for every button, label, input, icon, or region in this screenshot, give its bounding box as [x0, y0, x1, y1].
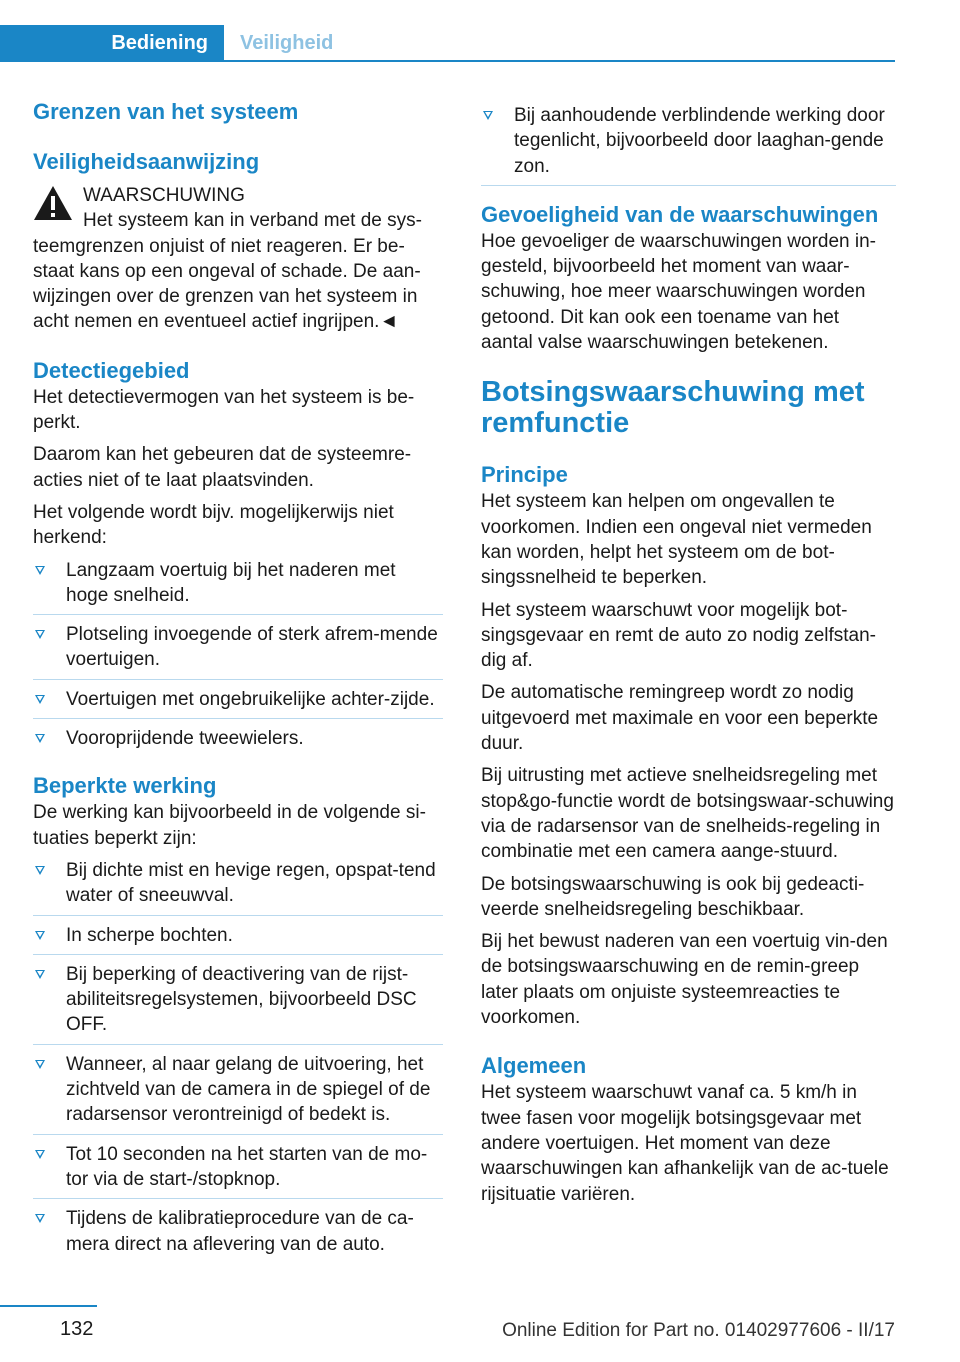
principle-paragraph-2: Het systeem waarschuwt voor mogelijk bot-singsgevaar en remt de auto zo nodig zelfstan-dig af.: [481, 599, 877, 672]
principle-paragraph-4: Bij uitrusting met actieve snelheidsregeling met stop&go-functie wordt de botsingswaar-schuwing via de radarsensor van de snelheids-regeling in combinatie met een camera aange-stuurd.: [481, 765, 894, 863]
list-item: Tot 10 seconden na het starten van de mo-tor via de start-/stopknop.: [33, 1142, 443, 1200]
sensitivity-paragraph: Hoe gevoeliger de waarschuwingen worden in-gesteld, bijvoorbeeld het moment van waar-schuwing, hoe meer waarschuwingen worden getoond. Dit kan ook een toename van het aantal valse waarschuwingen betekenen.: [481, 230, 877, 354]
triangle-bullet-icon: [35, 695, 45, 704]
list-item: Tijdens de kalibratieprocedure van de ca-mera direct na aflevering van de auto.: [33, 1206, 443, 1263]
triangle-bullet-icon: [35, 1214, 45, 1223]
header-bar: [0, 0, 960, 62]
triangle-bullet-icon: [35, 734, 45, 743]
limited-list: [33, 858, 443, 1263]
triangle-bullet-icon: [35, 1150, 45, 1159]
right-column: [481, 103, 896, 1207]
triangle-bullet-icon: [35, 970, 45, 979]
triangle-bullet-icon: [35, 566, 45, 575]
general-paragraph: Het systeem waarschuwt vanaf ca. 5 km/h in twee fasen voor mogelijk botsingsgevaar met andere voertuigen. Het moment van deze waarschuwingen kan afhankelijk van de ac-tuele rijsituatie variëren.: [481, 1082, 889, 1205]
list-item: Vooroprijdende tweewielers.: [33, 726, 443, 757]
triangle-bullet-icon: [35, 931, 45, 940]
warning-triangle-icon: [33, 185, 73, 221]
tab-veiligheid[interactable]: Veiligheid: [240, 32, 334, 54]
list-item: In scherpe bochten.: [33, 923, 443, 955]
heading-principle: Principe: [481, 462, 568, 488]
limited-paragraph: De werking kan bijvoorbeeld in de volgende si-tuaties beperkt zijn:: [33, 802, 426, 849]
principle-paragraph-6: Bij het bewust naderen van een voertuig vin-den de botsingswaarschuwing en de remin-greep later plaats om onjuiste systeemreacties te voorkomen.: [481, 931, 888, 1029]
heading-system-limits: Grenzen van het systeem: [33, 99, 299, 124]
list-item: Bij dichte mist en hevige regen, opspat-tend water of sneeuwval.: [33, 858, 443, 916]
heading-general: Algemeen: [481, 1053, 587, 1079]
tab-bediening[interactable]: Bediening: [0, 25, 224, 62]
list-item: Voertuigen met ongebruikelijke achter-zijde.: [33, 687, 443, 719]
heading-warning-sensitivity: Gevoeligheid van de waarschuwingen: [481, 201, 879, 227]
list-item: Bij aanhoudende verblindende werking door tegenlicht, bijvoorbeeld door laaghan-gende zon.: [481, 103, 896, 186]
warning-title: WAARSCHUWING: [83, 185, 245, 206]
header-divider: [0, 60, 895, 62]
triangle-bullet-icon: [35, 1060, 45, 1069]
detection-paragraph-3: Het volgende wordt bijv. mogelijkerwijs niet herkend:: [33, 501, 394, 549]
triangle-bullet-icon: [483, 111, 493, 120]
list-item: Plotseling invoegende of sterk afrem-mende voertuigen.: [33, 622, 443, 680]
footer-divider: [0, 1305, 97, 1307]
continued-list: [481, 103, 896, 186]
principle-paragraph-1: Het systeem kan helpen om ongevallen te voorkomen. Indien een ongeval niet vermeden kan worden, helpt het systeem om de bot-singssnelheid te beperken.: [481, 491, 872, 589]
heading-limited-function: Beperkte werking: [33, 773, 217, 799]
detection-paragraph-1: Het detectievermogen van het systeem is be-perkt.: [33, 386, 415, 434]
heading-detection-area: Detectiegebied: [33, 357, 190, 383]
left-column: [33, 98, 443, 1263]
principle-paragraph-5: De botsingswaarschuwing is ook bij gedeacti-veerde snelheidsregeling beschikbaar.: [481, 873, 865, 920]
principle-paragraph-3: De automatische remingreep wordt zo nodig uitgevoerd met maximale en voor een beperkte duur.: [481, 682, 879, 755]
edition-label: Online Edition for Part no. 01402977606 - II/17: [502, 1320, 895, 1341]
warning-text: teemgrenzen onjuist of niet reageren. Er be-staat kans op een ongeval of schade. De aan-wijzingen over de grenzen van het systeem in acht nemen en eventueel actief ingrijpen.◄: [33, 235, 421, 333]
detection-paragraph-2: Daarom kan het gebeuren dat de systeemre-acties niet of te laat plaatsvinden.: [33, 444, 412, 491]
triangle-bullet-icon: [35, 866, 45, 875]
warning-block: [33, 183, 443, 234]
heading-safety-notice: Veiligheidsaanwijzing: [33, 149, 260, 174]
page-number: 132: [60, 1318, 94, 1340]
list-item: Langzaam voertuig bij het naderen met hoge snelheid.: [33, 558, 443, 616]
list-item: Bij beperking of deactivering van de rijst-abiliteitsregelsystemen, bijvoorbeeld DSC OFF.: [33, 962, 443, 1045]
warning-line-1: Het systeem kan in verband met de sys-: [83, 210, 422, 232]
triangle-bullet-icon: [35, 630, 45, 639]
detection-list: [33, 558, 443, 758]
list-item: Wanneer, al naar gelang de uitvoering, het zichtveld van de camera in de spiegel of de radarsensor verontreinigd of bedekt is.: [33, 1052, 443, 1135]
heading-collision-warning: Botsingswaarschuwing met remfunctie: [481, 376, 865, 440]
